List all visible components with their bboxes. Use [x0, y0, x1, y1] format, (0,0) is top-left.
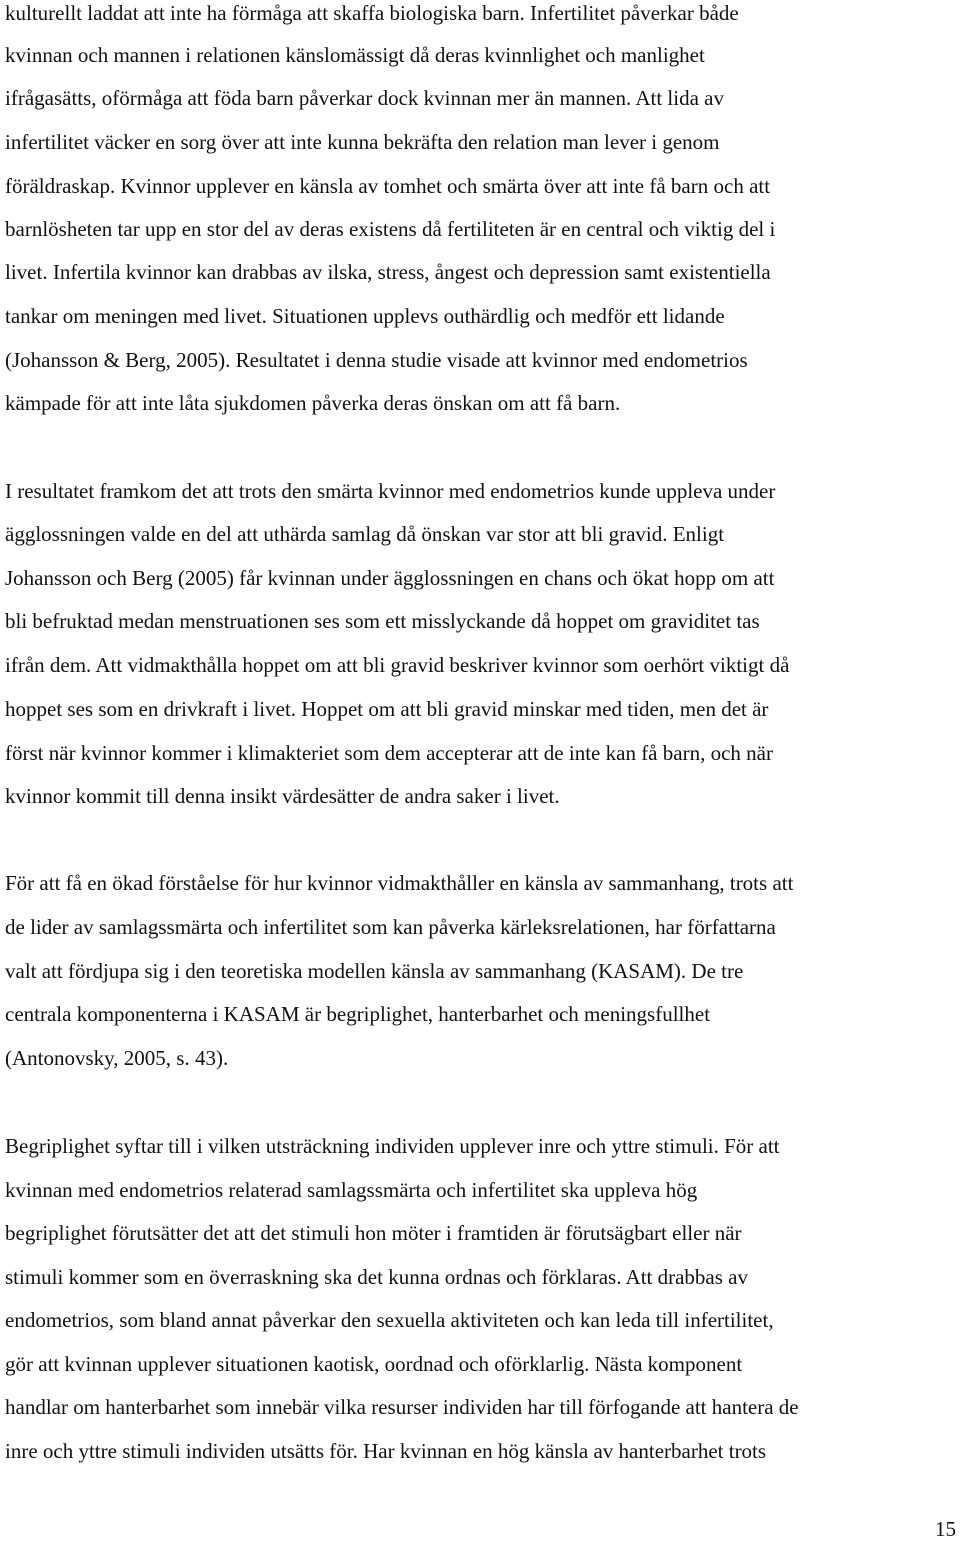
text-line: tankar om meningen med livet. Situationen upplevs outhärdlig och medför ett lidande: [5, 304, 725, 328]
text-line: bli befruktad medan menstruationen ses som ett misslyckande då hoppet om graviditet tas: [5, 609, 760, 633]
text-line: kvinnan med endometrios relaterad samlagssmärta och infertilitet ska uppleva hög: [5, 1178, 698, 1202]
page-number: 15: [935, 1517, 956, 1541]
text-line: ägglossningen valde en del att uthärda samlag då önskan var stor att bli gravid. Enligt: [5, 522, 725, 546]
text-line: För att få en ökad förståelse för hur kvinnor vidmakthåller en känsla av sammanhang, trots att: [5, 871, 794, 895]
text-line: de lider av samlagssmärta och infertilitet som kan påverka kärleksrelationen, har författarna: [5, 915, 776, 939]
text-line: livet. Infertila kvinnor kan drabbas av ilska, stress, ångest och depression samt existentiella: [5, 260, 771, 284]
text-line: kvinnan och mannen i relationen känslomässigt då deras kvinnlighet och manlighet: [5, 43, 705, 67]
text-line: endometrios, som bland annat påverkar den sexuella aktiviteten och kan leda till infertilitet,: [5, 1308, 774, 1332]
text-line: stimuli kommer som en överraskning ska det kunna ordnas och förklaras. Att drabbas av: [5, 1265, 748, 1289]
text-line: inre och yttre stimuli individen utsätts för. Har kvinnan en hög känsla av hanterbarhet trots: [5, 1439, 767, 1463]
text-line: gör att kvinnan upplever situationen kaotisk, oordnad och oförklarlig. Nästa komponent: [5, 1352, 743, 1376]
text-line: ifrågasätts, oförmåga att föda barn påverkar dock kvinnan mer än mannen. Att lida av: [5, 86, 724, 110]
text-line: centrala komponenterna i KASAM är begriplighet, hanterbarhet och meningsfullhet: [5, 1002, 711, 1026]
text-line: kämpade för att inte låta sjukdomen påverka deras önskan om att få barn.: [5, 391, 621, 415]
text-line: Begriplighet syftar till i vilken utsträckning individen upplever inre och yttre stimuli. För att: [5, 1134, 780, 1158]
text-line: (Johansson & Berg, 2005). Resultatet i denna studie visade att kvinnor med endometrios: [5, 348, 748, 372]
text-line: kvinnor kommit till denna insikt värdesätter de andra saker i livet.: [5, 784, 560, 808]
text-line: först när kvinnor kommer i klimakteriet som dem accepterar att de inte kan få barn, och när: [5, 741, 773, 765]
text-line: valt att fördjupa sig i den teoretiska modellen känsla av sammanhang (KASAM). De tre: [5, 959, 744, 983]
text-line: hoppet ses som en drivkraft i livet. Hoppet om att bli gravid minskar med tiden, men det är: [5, 697, 769, 721]
text-line: (Antonovsky, 2005, s. 43).: [5, 1046, 229, 1070]
text-line: föräldraskap. Kvinnor upplever en känsla av tomhet och smärta över att inte få barn och att: [5, 174, 771, 198]
text-line: kulturellt laddat att inte ha förmåga att skaffa biologiska barn. Infertilitet påverkar både: [5, 1, 739, 25]
text-line: barnlösheten tar upp en stor del av deras existens då fertiliteten är en central och viktig del i: [5, 217, 776, 241]
text-line: I resultatet framkom det att trots den smärta kvinnor med endometrios kunde uppleva under: [5, 479, 776, 503]
text-line: ifrån dem. Att vidmakthålla hoppet om att bli gravid beskriver kvinnor som oerhört viktigt då: [5, 653, 790, 677]
text-line: begriplighet förutsätter det att det stimuli hon möter i framtiden är förutsägbart eller när: [5, 1221, 742, 1245]
text-line: Johansson och Berg (2005) får kvinnan under ägglossningen en chans och ökat hopp om att: [5, 566, 775, 590]
text-line: handlar om hanterbarhet som innebär vilka resurser individen har till förfogande att hantera de: [5, 1395, 799, 1419]
text-line: infertilitet väcker en sorg över att inte kunna bekräfta den relation man lever i genom: [5, 130, 720, 154]
